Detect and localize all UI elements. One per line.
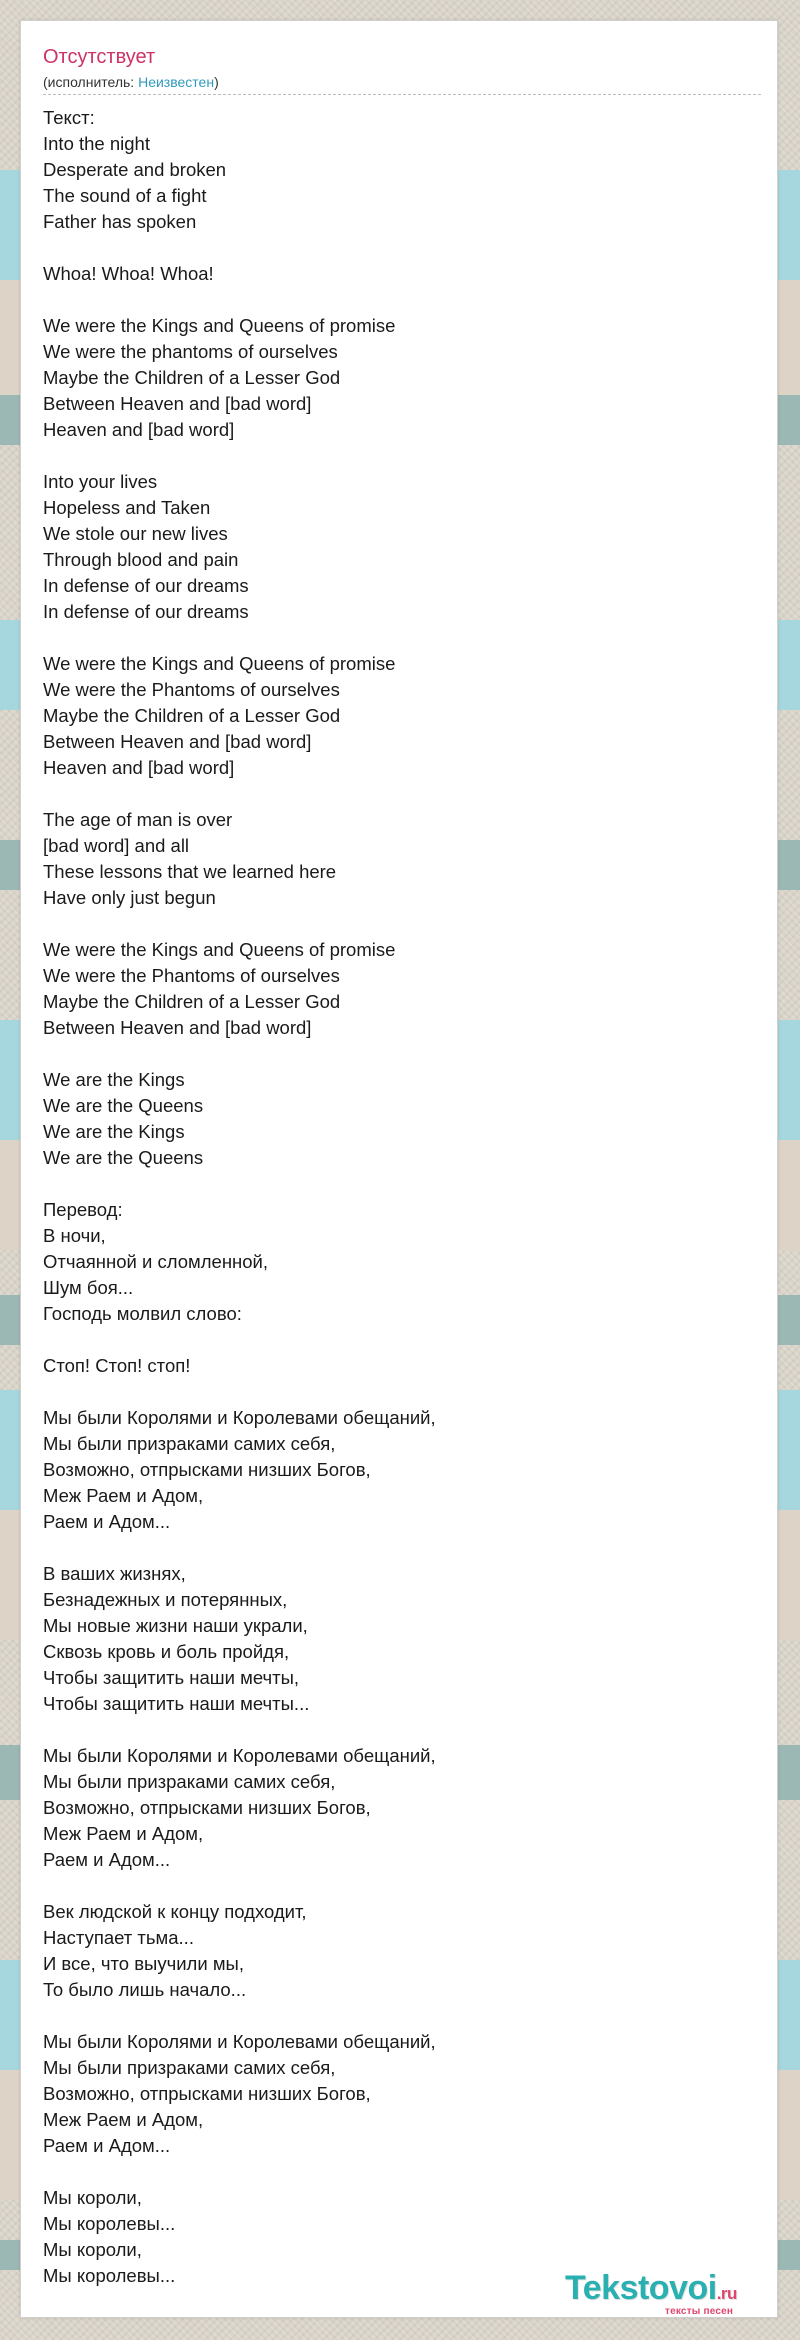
lyric-line: Мы королевы... [43,2213,176,2234]
lyric-blank-line [43,911,743,937]
lyric-line: Through blood and pain [43,549,239,570]
lyric-line: В ночи, [43,1225,106,1246]
lyric-line: [bad word] and all [43,835,190,856]
lyric-line: Have only just begun [43,887,216,908]
lyric-line: Чтобы защитить наши мечты, [43,1667,300,1688]
lyrics-card [20,20,778,2318]
lyric-line: Between Heaven and [bad word] [43,1017,312,1038]
lyric-line: We were the Phantoms of ourselves [43,965,340,986]
lyric-blank-line [43,443,743,469]
lyric-line: We are the Queens [43,1147,204,1168]
lyric-line: Between Heaven and [bad word] [43,393,312,414]
lyric-line: Меж Раем и Адом, [43,1823,204,1844]
lyric-line: We were the phantoms of ourselves [43,341,338,362]
lyric-blank-line [43,235,743,261]
lyric-line: В ваших жизнях, [43,1563,186,1584]
lyric-line: We were the Kings and Queens of promise [43,653,396,674]
performer-link[interactable]: Неизвестен [138,74,215,90]
lyric-line: In defense of our dreams [43,601,249,622]
performer-suffix: ) [214,74,219,90]
lyric-line: Heaven and [bad word] [43,757,235,778]
lyric-line: Мы были Королями и Королевами обещаний, [43,1745,436,1766]
lyric-line: Мы были Королями и Королевами обещаний, [43,2031,436,2052]
lyric-line: Мы были призраками самих себя, [43,1433,336,1454]
lyric-line: Меж Раем и Адом, [43,2109,204,2130]
lyric-blank-line [43,625,743,651]
site-logo[interactable] [565,2269,765,2317]
lyric-line: We are the Queens [43,1095,204,1116]
lyric-line: Between Heaven and [bad word] [43,731,312,752]
lyric-line: In defense of our dreams [43,575,249,596]
lyric-blank-line [43,1535,743,1561]
lyric-line: Стоп! Стоп! стоп! [43,1355,191,1376]
lyric-line: Текст: [43,107,95,128]
lyric-line: These lessons that we learned here [43,861,337,882]
logo-tagline: тексты песен [665,2306,734,2317]
lyric-line: Мы короли, [43,2187,142,2208]
logo-tld: .ru [716,2284,737,2303]
lyric-line: Мы короли, [43,2239,142,2260]
lyric-line: We were the Kings and Queens of promise [43,939,396,960]
lyric-line: Whoa! Whoa! Whoa! [43,263,214,284]
lyric-line: Возможно, отпрысками низших Богов, [43,2083,371,2104]
lyric-line: We were the Phantoms of ourselves [43,679,340,700]
lyric-line: Сквозь кровь и боль пройдя, [43,1641,290,1662]
lyric-line: Наступает тьма... [43,1927,194,1948]
lyric-line: Раем и Адом... [43,1849,171,1870]
lyric-line: Desperate and broken [43,159,227,180]
lyric-line: We stole our new lives [43,523,228,544]
dashed-divider [43,94,761,95]
lyric-line: Father has spoken [43,211,197,232]
lyric-line: Возможно, отпрысками низших Богов, [43,1797,371,1818]
song-title: Отсутствует [43,46,156,68]
lyric-line: Мы были призраками самих себя, [43,2057,336,2078]
lyric-line: То было лишь начало... [43,1979,247,2000]
lyric-line: Век людской к концу подходит, [43,1901,307,1922]
lyric-line: We are the Kings [43,1121,185,1142]
lyric-blank-line [43,1717,743,1743]
performer-prefix: (исполнитель: [43,74,139,90]
lyric-line: Перевод: [43,1199,123,1220]
lyric-line: Into your lives [43,471,158,492]
lyric-line: Раем и Адом... [43,2135,171,2156]
lyric-line: Безнадежных и потерянных, [43,1589,288,1610]
lyric-line: We were the Kings and Queens of promise [43,315,396,336]
lyric-line: Maybe the Children of a Lesser God [43,705,341,726]
lyric-blank-line [43,1041,743,1067]
lyrics-text [43,105,743,2289]
lyric-blank-line [43,781,743,807]
lyric-line: Чтобы защитить наши мечты... [43,1693,310,1714]
lyric-line: Шум боя... [43,1277,134,1298]
lyric-line: Мы были призраками самих себя, [43,1771,336,1792]
lyric-line: The age of man is over [43,809,233,830]
lyric-line: Возможно, отпрысками низших Богов, [43,1459,371,1480]
lyric-line: Мы королевы... [43,2265,176,2286]
lyric-line: The sound of a fight [43,185,207,206]
lyric-blank-line [43,1327,743,1353]
lyric-line: Heaven and [bad word] [43,419,235,440]
lyric-blank-line [43,1171,743,1197]
performer-line [43,73,219,91]
lyric-line: Maybe the Children of a Lesser God [43,991,341,1012]
lyric-line: Мы были Королями и Королевами обещаний, [43,1407,436,1428]
lyric-line: Раем и Адом... [43,1511,171,1532]
lyric-line: Hopeless and Taken [43,497,211,518]
lyric-blank-line [43,2003,743,2029]
lyric-line: И все, что выучили мы, [43,1953,244,1974]
lyric-line: Меж Раем и Адом, [43,1485,204,1506]
lyric-blank-line [43,287,743,313]
logo-name: Tekstovoi [565,2269,717,2307]
lyric-line: We are the Kings [43,1069,185,1090]
lyric-line: Отчаянной и сломленной, [43,1251,269,1272]
lyric-blank-line [43,2159,743,2185]
lyric-line: Господь молвил слово: [43,1303,242,1324]
lyric-line: Мы новые жизни наши украли, [43,1615,308,1636]
lyric-line: Maybe the Children of a Lesser God [43,367,341,388]
lyric-blank-line [43,1873,743,1899]
lyric-blank-line [43,1379,743,1405]
lyric-line: Into the night [43,133,150,154]
